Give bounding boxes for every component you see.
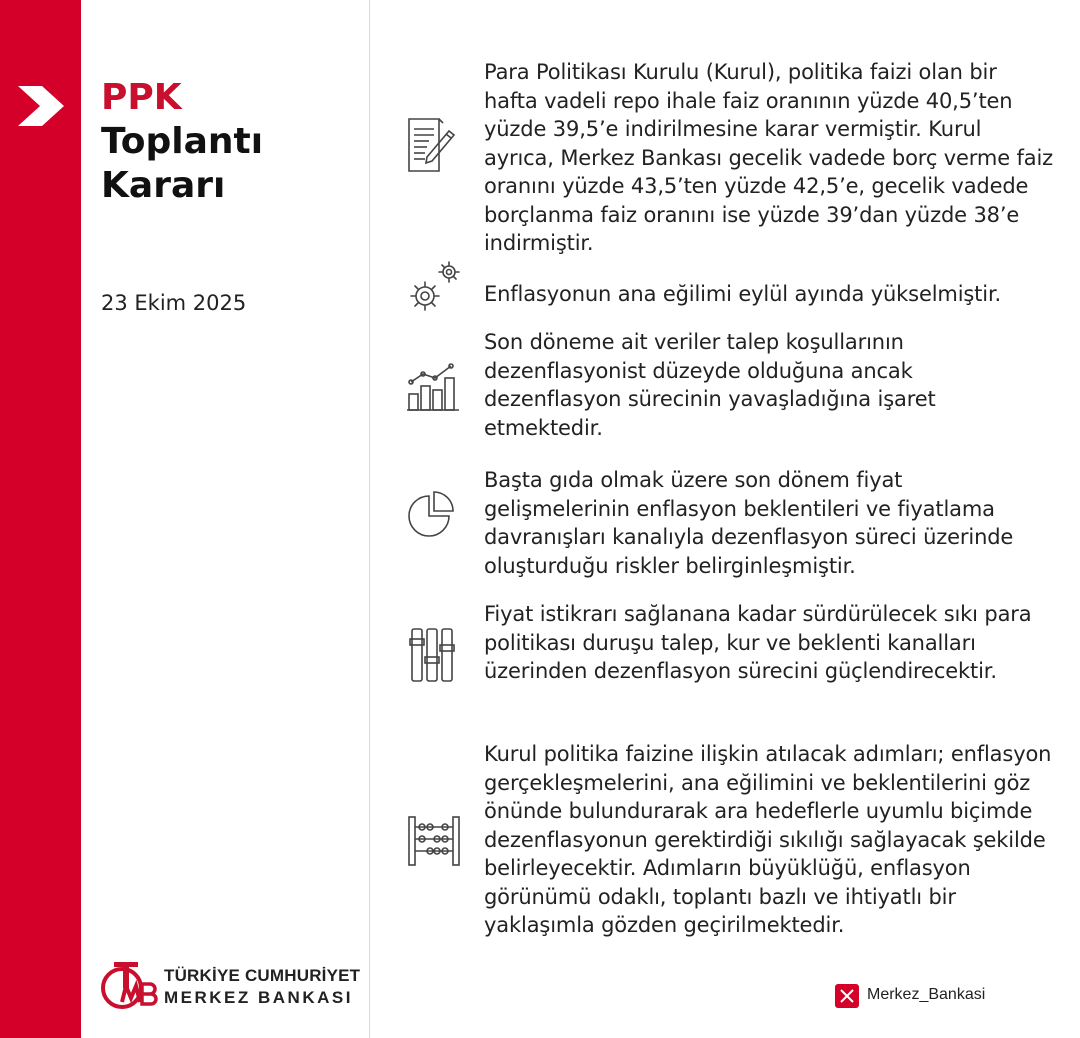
page-title	[101, 76, 263, 208]
tcmb-logo	[100, 958, 360, 1014]
abacus-icon	[405, 813, 463, 869]
title-line-toplanti: Toplantı	[101, 121, 264, 162]
decision-paragraph-demand: Son döneme ait veriler talep koşullarının dezenflasyonist düzeyde olduğuna ancak dezenflasyon sürecinin yavaşladığına işaret etmektedir.	[484, 330, 936, 440]
pie-chart-icon	[405, 490, 457, 542]
bar-chart-trend-icon	[405, 362, 461, 414]
title-line-ppk: PPK	[101, 77, 182, 118]
decision-paragraph-future-steps: Kurul politika faizine ilişkin atılacak adımları; enflasyon gerçekleşmelerini, ana eğilimini ve beklentilerini göz önünde bulundurarak ara hedeflerle uyumlu biçimde dezenflasyonun gerektirdiği sıkılığı sağlayacak şekilde belirleyecektir. Adımların büyüklüğü, enflasyon görünümü odaklı, toplantı bazlı ve ihtiyatlı bir yaklaşımla gözden geçirilmektedir.	[484, 742, 1052, 937]
sliders-icon	[408, 625, 456, 685]
decision-paragraph-risks: Başta gıda olmak üzere son dönem fiyat gelişmelerinin enflasyon beklentileri ve fiyatlama davranışları kanalıyla dezenflasyon süreci üzerinde oluşturduğu riskler belirginleşmiştir.	[484, 468, 1014, 578]
document-pen-icon	[405, 115, 457, 175]
left-red-bar	[0, 0, 81, 1038]
title-line-karari: Kararı	[101, 165, 226, 206]
gears-icon	[405, 260, 463, 316]
decision-paragraph-rates: Para Politikası Kurulu (Kurul), politika faizi olan bir hafta vadeli repo ihale faiz oranının yüzde 40,5’ten yüzde 39,5’e indirilmesine karar vermiştir. Kurul ayrıca, Merkez Bankası gecelik vadede borç verme faiz oranını yüzde 43,5’ten yüzde 42,5’e, gecelik vadede borçlanma faiz oranını ise yüzde 39’dan yüzde 38’e indirmiştir.	[484, 60, 1054, 255]
x-logo-icon	[835, 984, 859, 1008]
decision-paragraph-policy-stance: Fiyat istikrarı sağlanana kadar sürdürülecek sıkı para politikası duruşu talep, kur ve beklenti kanalları üzerinden dezenflasyon sürecini güçlendirecektir.	[484, 602, 1032, 683]
logo-line-1: TÜRKİYE CUMHURİYET	[164, 966, 361, 985]
logo-line-2: MERKEZ BANKASI	[164, 988, 353, 1007]
tcmb-monogram-logo	[100, 958, 160, 1014]
vertical-divider	[369, 0, 370, 1038]
social-handle-text: Merkez_Bankasi	[867, 986, 986, 1003]
decision-paragraph-trend: Enflasyonun ana eğilimi eylül ayında yükselmiştir.	[484, 282, 1002, 306]
meeting-date: 23 Ekim 2025	[101, 291, 247, 315]
chevron-right-icon	[18, 86, 64, 126]
